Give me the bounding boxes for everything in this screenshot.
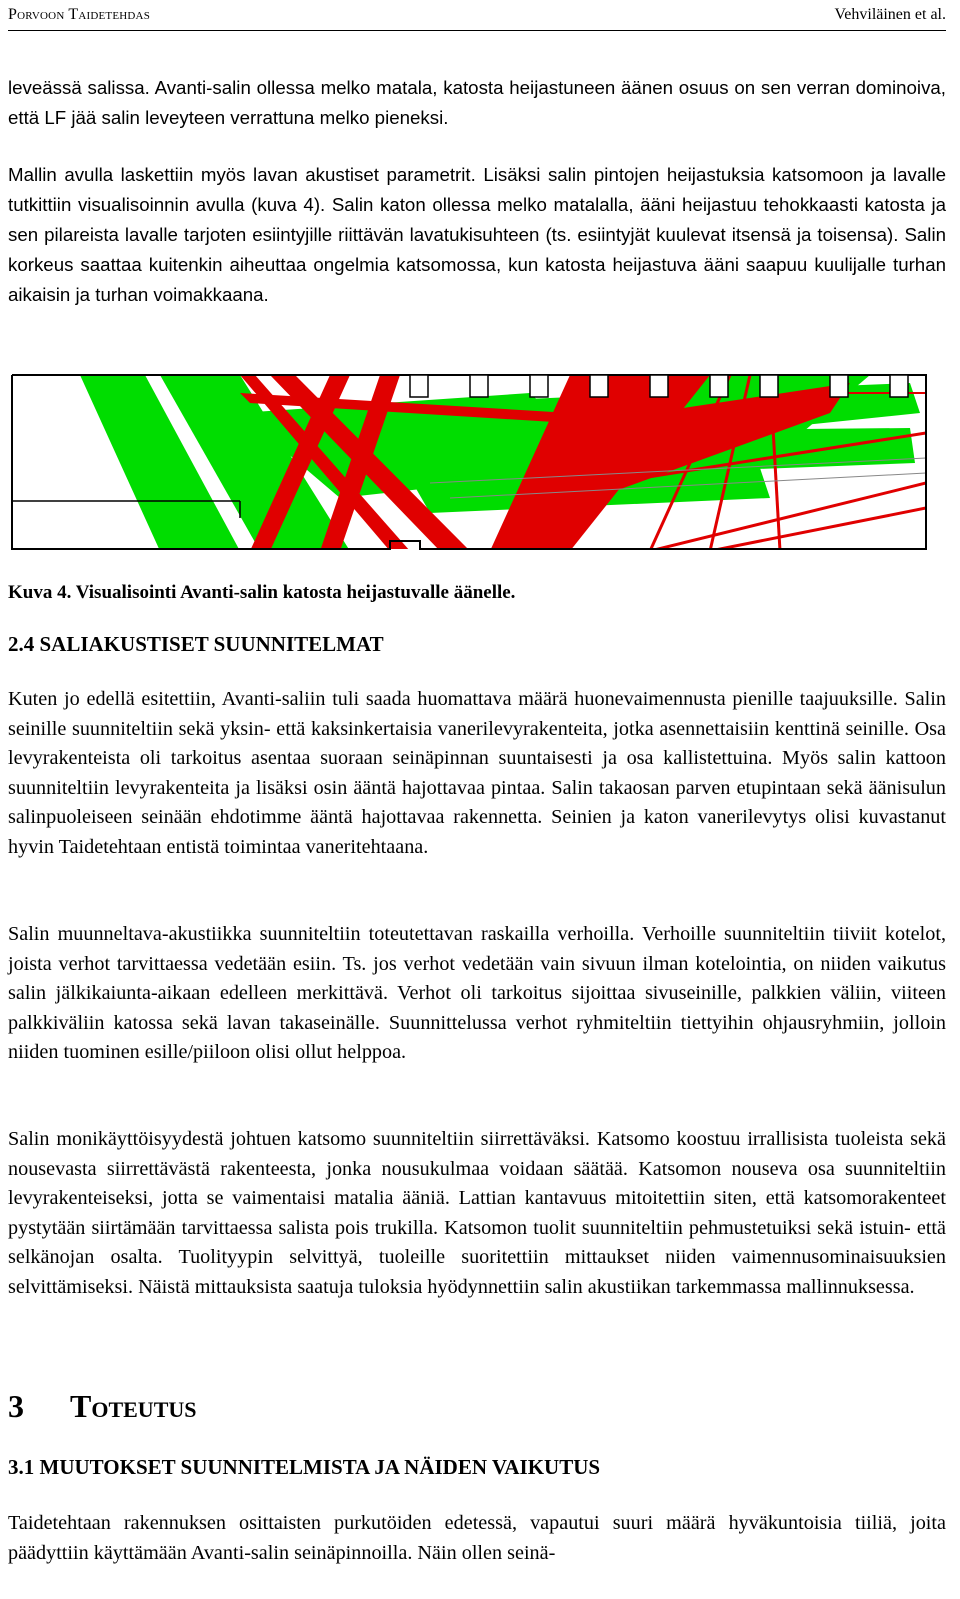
ceiling-beam: [830, 375, 848, 397]
section-heading-3-1: 3.1 MUUTOKSET SUUNNITELMISTA JA NÄIDEN VAIKUTUS: [8, 1455, 601, 1479]
section-number: 3: [8, 1388, 24, 1424]
paragraph-2-4-1: Kuten jo edellä esitettiin, Avanti-saliin tuli saada huomattava määrä huonevaimennusta pienille taajuuksille. Salin seinille suunniteltiin sekä yksin- että kaksinkertaisia vanerilevyrakenteita, jotka asennettaisiin kenttinä seinille. Osa levyrakenteista oli tarkoitus asentaa suoraan seinäpinnan suuntaisesti ja osa kallistettuina. Myös salin kattoon suunniteltiin levyrakenteita ja lisäksi osin ääntä hajottavaa pintaa. Salin takaosan parven etupintaan sekä äänisulun salinpuoleiseen seinään ehdotimme ääntä hajottavaa rakennetta. Seinien ja katon vanerilevytys olisi kuvastanut hyvin Taidetehtaan entistä toimintaa vaneritehtaana.: [8, 688, 946, 858]
paragraph-intro-1: leveässä salissa. Avanti-salin ollessa melko matala, katosta heijastuneen äänen osuus on sen verran dominoiva, että LF jää salin leveyteen verrattuna melko pieneksi.: [8, 77, 946, 128]
running-header: [8, 2, 946, 31]
paragraph-3-1-1: Taidetehtaan rakennuksen osittaisten purkutöiden edetessä, vapautui suuri määrä hyväkuntoisia tiiliä, joita päädyttiin käyttämään Avanti-salin seinäpinnoilla. Näin ollen seinä-: [8, 1512, 946, 1564]
ceiling-beam: [470, 375, 488, 397]
ceiling-beams: [410, 375, 908, 397]
section-heading-3: [8, 1388, 197, 1425]
authors: Vehviläinen et al.: [834, 6, 946, 23]
paragraph-2-4-3: Salin monikäyttöisyydestä johtuen katsomo suunniteltiin siirrettäväksi. Katsomo koostuu irrallisista tuoleista sekä nousevasta siirrettävästä rakenteesta, jonka nousukulmaa voidaan säätää. Katsomon nouseva osa suunniteltiin levyrakenteiseksi, jotta se vaimentaisi matalia ääniä. Lattian kantavuus mitoitettiin siten, että katsomorakenteet pystytään siirtämään tarvittaessa salista pois trukilla. Katsomon tuolit suunniteltiin pehmustetuiksi sekä istuin- että selkänojan osalta. Tuolityypin selvittyä, tuoleille suoritettiin mittaukset niiden vaimennusominaisuuksien selvittämiseksi. Näistä mittauksista saatuja tuloksia hyödynnettiin salin akustiikan tarkemmassa mallinnuksessa.: [8, 1128, 946, 1298]
section-heading-2-4: 2.4 SALIAKUSTISET SUUNNITELMAT: [8, 632, 384, 656]
ceiling-beam: [410, 375, 428, 397]
paragraph-2-4-2: Salin muunneltava-akustiikka suunniteltiin toteutettavan raskailla verhoilla. Verhoille suunniteltiin tiiviit kotelot, joista verhot tarvittaessa vedetään esiin. Ts. jos verhot vedetään vain sivuun ilman kotelointia, on niiden vaikutus salin jälkikaiunta-aikaan edelleen merkittävä. Verhot oli tarkoitus sijoittaa sivuseinille, palkkien väliin, viiteen palkkiväliin katossa sekä lavan takaseinälle. Suunnittelussa verhot ryhmiteltiin tiettyihin ohjausryhmiin, jolloin niiden tuominen esille/piiloon olisi ollut helppoa.: [8, 923, 946, 1063]
ceiling-beam: [590, 375, 608, 397]
ceiling-beam: [760, 375, 778, 397]
figure-ray-visualization: [10, 373, 928, 551]
section-title: Toteutus: [70, 1388, 197, 1424]
paragraph-intro-2: Mallin avulla laskettiin myös lavan akustiset parametrit. Lisäksi salin pintojen heijastuksia katsomoon ja lavalle tutkittiin visualisoinnin avulla (kuva 4). Salin katon ollessa melko matalalla, ääni heijastuu tehokkaasti katosta ja sen pilareista lavalle tarjoten esiintyjille riittävän lavatukisuhteen (ts. esiintyjät kuulevat itsensä ja toisensa). Salin korkeus saattaa kuitenkin aiheuttaa ongelmia katsomossa, kun katosta heijastuva ääni saapuu kuulijalle turhan aikaisin ja turhan voimakkaana.: [8, 164, 946, 305]
figure-caption: Kuva 4. Visualisointi Avanti-salin katosta heijastuvalle äänelle.: [8, 582, 516, 603]
ceiling-beam: [650, 375, 668, 397]
ceiling-beam: [530, 375, 548, 397]
ceiling-beam: [710, 375, 728, 397]
ceiling-beam: [890, 375, 908, 397]
journal-title: Porvoon Taidetehdas: [8, 6, 151, 23]
